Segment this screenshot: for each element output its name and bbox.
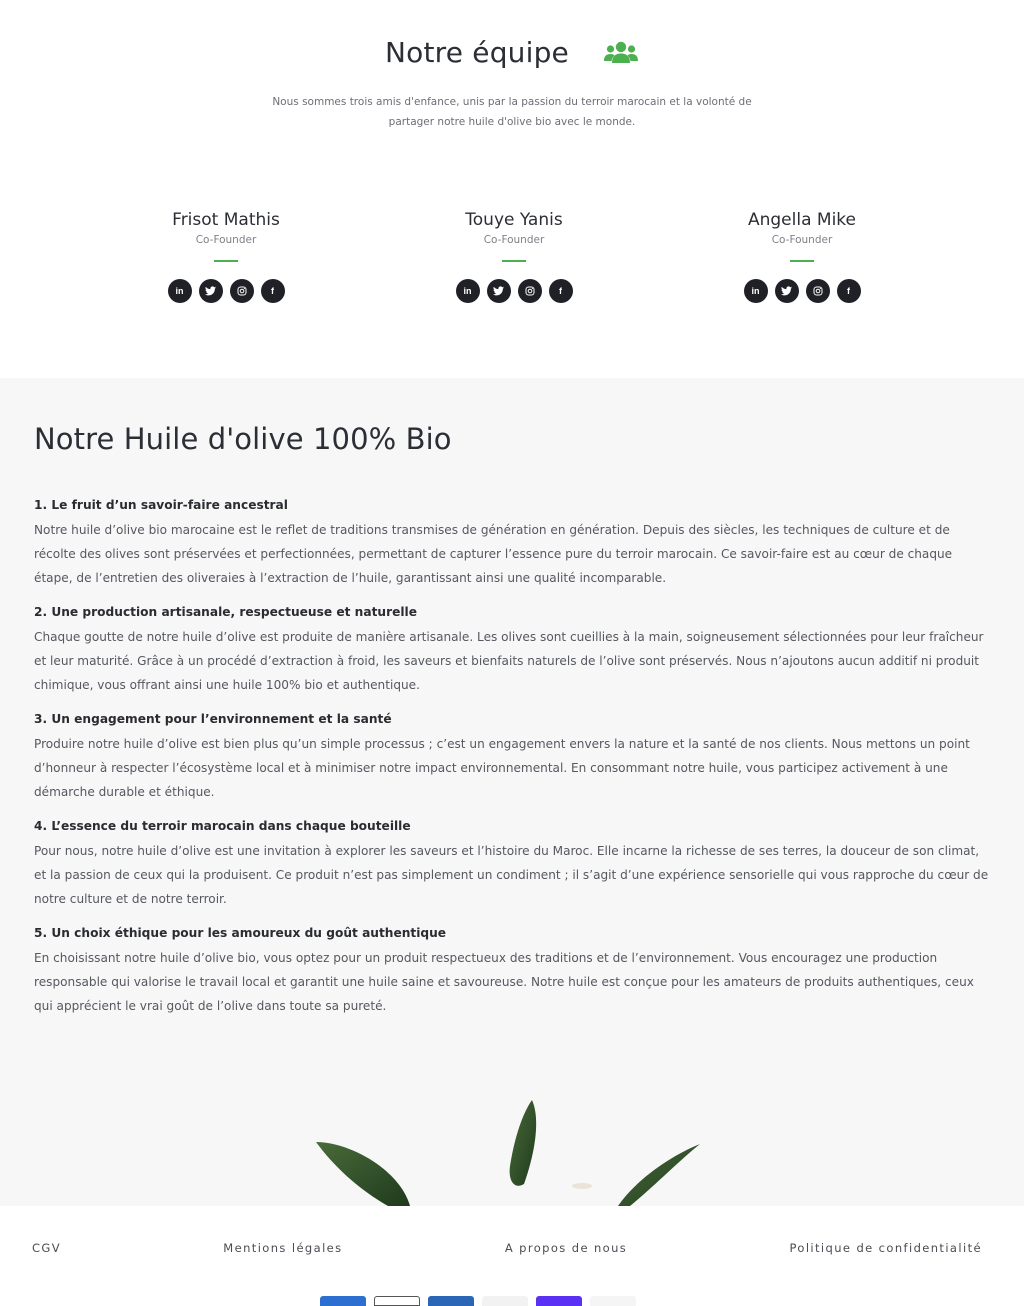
- member-name: Touye Yanis: [465, 210, 563, 230]
- footer-link-legal[interactable]: Mentions légales: [223, 1241, 343, 1255]
- instagram-icon[interactable]: [806, 279, 830, 303]
- users-icon: [603, 39, 639, 67]
- site-footer: [0, 1206, 1024, 1300]
- instagram-icon[interactable]: [230, 279, 254, 303]
- point-text: En choisissant notre huile d’olive bio, vous optez pour un produit respectueux des traditions et de l’environnement. Vous encouragez une production responsable qui valorise le travail local et garantit une huile saine et savoureuse. Notre huile est conçue pour les amateurs de produits authentiques, ceux qui apprécient le vrai goût de l’olive dans toute sa pureté.: [34, 951, 974, 1013]
- facebook-icon[interactable]: f: [261, 279, 285, 303]
- google-pay-icon: [590, 1296, 636, 1306]
- member-role: Co-Founder: [771, 234, 833, 246]
- footer-link-cgv[interactable]: CGV: [32, 1241, 62, 1255]
- oil-point: [34, 603, 994, 697]
- linkedin-icon[interactable]: in: [456, 279, 480, 303]
- oil-title: Notre Huile d'olive 100% Bio: [34, 422, 452, 456]
- team-intro: Nous sommes trois amis d'enfance, unis par la passion du terroir marocain et la volonté de partager notre huile d'olive bio avec le monde.: [272, 96, 752, 128]
- member-divider: [214, 260, 238, 262]
- diners-icon: [428, 1296, 474, 1306]
- point-title: 3. Un engagement pour l’environnement et la santé: [34, 712, 392, 726]
- team-section: [0, 0, 1024, 378]
- member-socials: [682, 279, 922, 303]
- member-socials: [106, 279, 346, 303]
- member-card: [394, 208, 634, 303]
- olive-leaves-image: [300, 1100, 720, 1206]
- oil-points: [34, 496, 994, 1031]
- point-title: 1. Le fruit d’un savoir-faire ancestral: [34, 498, 288, 512]
- discover-icon: [482, 1296, 528, 1306]
- member-card: [682, 208, 922, 303]
- member-divider: [790, 260, 814, 262]
- olive-oil-section: [0, 378, 1024, 1206]
- oil-point: [34, 710, 994, 804]
- linkedin-icon[interactable]: in: [744, 279, 768, 303]
- point-title: 4. L’essence du terroir marocain dans chaque bouteille: [34, 819, 411, 833]
- shop-pay-icon: [536, 1296, 582, 1306]
- twitter-icon[interactable]: [487, 279, 511, 303]
- olive-blossom: [572, 1183, 592, 1189]
- member-socials: [394, 279, 634, 303]
- point-title: 5. Un choix éthique pour les amoureux du goût authentique: [34, 926, 447, 940]
- point-text: Notre huile d’olive bio marocaine est le reflet de traditions transmises de génération en génération. Depuis des siècles, les techniques de culture et de récolte des olives sont préservées et perfectionnées, permettant de capturer l’essence pure du terroir marocain. Ce savoir-faire est au cœur de chaque étape, de l’entretien des oliveraies à l’extraction de l’huile, garantissant ainsi une qualité incomparable.: [34, 523, 953, 585]
- point-title: 2. Une production artisanale, respectueuse et naturelle: [34, 605, 417, 619]
- footer-links: [32, 1241, 982, 1255]
- linkedin-icon[interactable]: in: [168, 279, 192, 303]
- facebook-icon[interactable]: f: [549, 279, 573, 303]
- team-header: [0, 36, 1024, 69]
- oil-point: [34, 496, 994, 590]
- amex-icon: [320, 1296, 366, 1306]
- team-title: Notre équipe: [384, 36, 569, 69]
- point-text: Pour nous, notre huile d’olive est une invitation à explorer les saveurs et l’histoire du Maroc. Elle incarne la richesse de ses terres, la douceur de son climat, et la passion de ceux qui la produisent. Ce produit n’est pas simplement un condiment ; il s’agit d’une expérience sensorielle qui vous rapproche du cœur de notre culture et de notre terroir.: [34, 844, 989, 906]
- twitter-icon[interactable]: [775, 279, 799, 303]
- point-text: Produire notre huile d’olive est bien plus qu’un simple processus ; c’est un engagement envers la nature et la santé de nos clients. Nous mettons un point d’honneur à respecter l’écosystème local et à minimiser notre impact environnemental. En consommant notre huile, vous participez activement à une démarche durable et éthique.: [34, 737, 970, 799]
- footer-link-privacy[interactable]: Politique de confidentialité: [789, 1241, 982, 1255]
- member-name: Frisot Mathis: [172, 210, 280, 230]
- point-text: Chaque goutte de notre huile d’olive est produite de manière artisanale. Les olives sont cueillies à la main, soigneusement sélectionnées pour leur fraîcheur et leur maturité. Grâce à un procédé d’extraction à froid, les saveurs et bienfaits naturels de l’olive sont préservés. Nous n’ajoutons aucun additif ni produit chimique, vous offrant ainsi une huile 100% bio et authentique.: [34, 630, 984, 692]
- instagram-icon[interactable]: [518, 279, 542, 303]
- twitter-icon[interactable]: [199, 279, 223, 303]
- member-role: Co-Founder: [195, 234, 257, 246]
- leaf-right: [618, 1144, 700, 1206]
- payment-icons: [320, 1296, 636, 1306]
- member-card: [106, 208, 346, 303]
- facebook-icon[interactable]: f: [837, 279, 861, 303]
- oil-point: [34, 817, 994, 911]
- member-divider: [502, 260, 526, 262]
- oil-point: [34, 924, 994, 1018]
- leaf-center: [510, 1100, 537, 1186]
- apple-pay-icon: [374, 1296, 420, 1306]
- member-role: Co-Founder: [483, 234, 545, 246]
- footer-link-about[interactable]: A propos de nous: [504, 1241, 628, 1255]
- leaf-left: [316, 1142, 410, 1206]
- member-name: Angella Mike: [747, 210, 856, 230]
